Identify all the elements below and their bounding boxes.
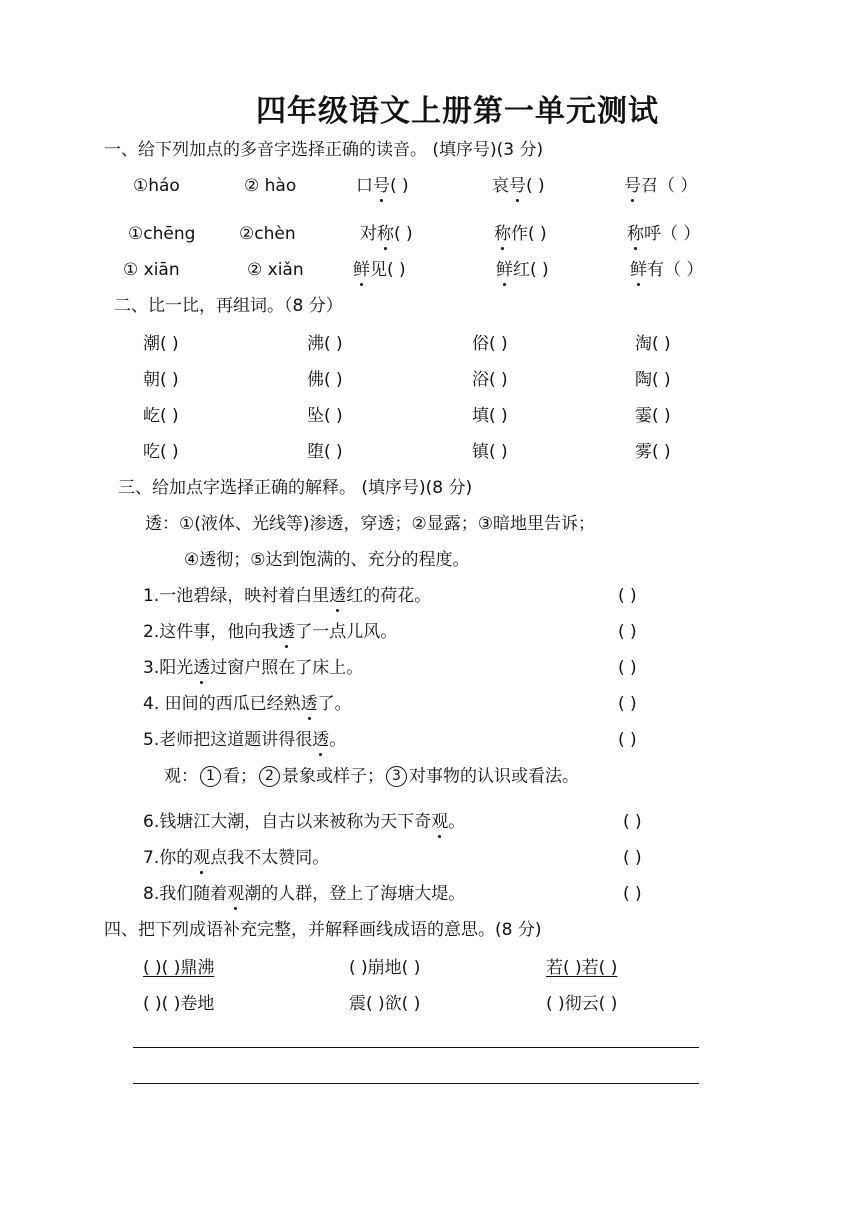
word-item: 称呼（ ）: [627, 224, 701, 244]
compare-item: 霎( ): [635, 406, 671, 426]
answer-blank[interactable]: ( ): [623, 884, 642, 904]
question: 4. 田间的西瓜已经熟透了。: [143, 694, 352, 714]
question: 8.我们随着观潮的人群，登上了海塘大堤。: [143, 884, 466, 904]
compare-item: 坠( ): [307, 406, 343, 426]
compare-item: 镇( ): [472, 442, 508, 462]
compare-item: 堕( ): [307, 442, 343, 462]
question: 7.你的观点我不太赞同。: [143, 848, 330, 868]
answer-blank[interactable]: ( ): [618, 622, 637, 642]
answer-blank[interactable]: ( ): [618, 694, 637, 714]
option: ② hào: [244, 176, 297, 196]
option: ①chēng: [128, 224, 196, 244]
compare-item: 浴( ): [472, 370, 508, 390]
compare-item: 潮( ): [143, 334, 179, 354]
question: 5.老师把这道题讲得很透。: [143, 730, 347, 750]
option: ①háo: [133, 176, 180, 196]
word-item: 鲜见( ): [353, 260, 406, 280]
word-item: 哀号( ): [492, 176, 545, 196]
word-item: 对称( ): [360, 224, 413, 244]
compare-item: 陶( ): [635, 370, 671, 390]
question: 3.阳光透过窗户照在了床上。: [143, 658, 364, 678]
definition-tou-cont: ④透彻；⑤达到饱满的、充分的程度。: [184, 550, 470, 570]
section-4-heading: 四、把下列成语补充完整，并解释画线成语的意思。(8 分): [104, 920, 542, 940]
idiom: 震( )欲( ): [349, 994, 421, 1014]
answer-blank[interactable]: ( ): [623, 812, 642, 832]
idiom: ( )( )卷地: [143, 994, 215, 1014]
compare-item: 佛( ): [307, 370, 343, 390]
page-title: 四年级语文上册第一单元测试: [256, 94, 659, 129]
definition-guan: 观： 1 看； 2 景象或样子； 3 对事物的认识或看法。: [164, 766, 579, 787]
question: 6.钱塘江大潮，自古以来被称为天下奇观。: [143, 812, 466, 832]
word-item: 口号( ): [356, 176, 409, 196]
question: 1.一池碧绿，映衬着白里透红的荷花。: [143, 586, 432, 606]
compare-item: 吃( ): [143, 442, 179, 462]
answer-blank[interactable]: ( ): [618, 586, 637, 606]
section-2-heading: 二、比一比，再组词。（8 分）: [114, 296, 343, 316]
section-1-heading: 一、给下列加点的多音字选择正确的读音。 (填序号)(3 分): [104, 140, 544, 160]
compare-item: 淘( ): [635, 334, 671, 354]
answer-blank[interactable]: ( ): [623, 848, 642, 868]
compare-item: 雾( ): [635, 442, 671, 462]
answer-blank[interactable]: ( ): [618, 658, 637, 678]
compare-item: 屹( ): [143, 406, 179, 426]
answer-blank[interactable]: ( ): [618, 730, 637, 750]
answer-line[interactable]: [133, 1047, 699, 1048]
compare-item: 俗( ): [472, 334, 508, 354]
idiom-underlined: 若( )若( ): [546, 958, 618, 978]
option: ② xiǎn: [247, 260, 304, 280]
question: 2.这件事，他向我透了一点儿风。: [143, 622, 398, 642]
compare-item: 朝( ): [143, 370, 179, 390]
section-3-heading: 三、给加点字选择正确的解释。 (填序号)(8 分): [118, 478, 473, 498]
compare-item: 沸( ): [307, 334, 343, 354]
idiom: ( )彻云( ): [546, 994, 618, 1014]
idiom-underlined: ( )( )鼎沸: [143, 958, 215, 978]
word-item: 鲜有（ ）: [630, 260, 704, 280]
option: ① xiān: [123, 260, 180, 280]
option: ②chèn: [239, 224, 296, 244]
word-item: 称作( ): [494, 224, 547, 244]
word-item: 鲜红( ): [496, 260, 549, 280]
answer-line[interactable]: [133, 1083, 699, 1084]
compare-item: 填( ): [472, 406, 508, 426]
idiom: ( )崩地( ): [349, 958, 421, 978]
word-item: 号召（ ）: [624, 176, 698, 196]
definition-tou: 透：①(液体、光线等)渗透，穿透；②显露；③暗地里告诉；: [145, 514, 595, 534]
